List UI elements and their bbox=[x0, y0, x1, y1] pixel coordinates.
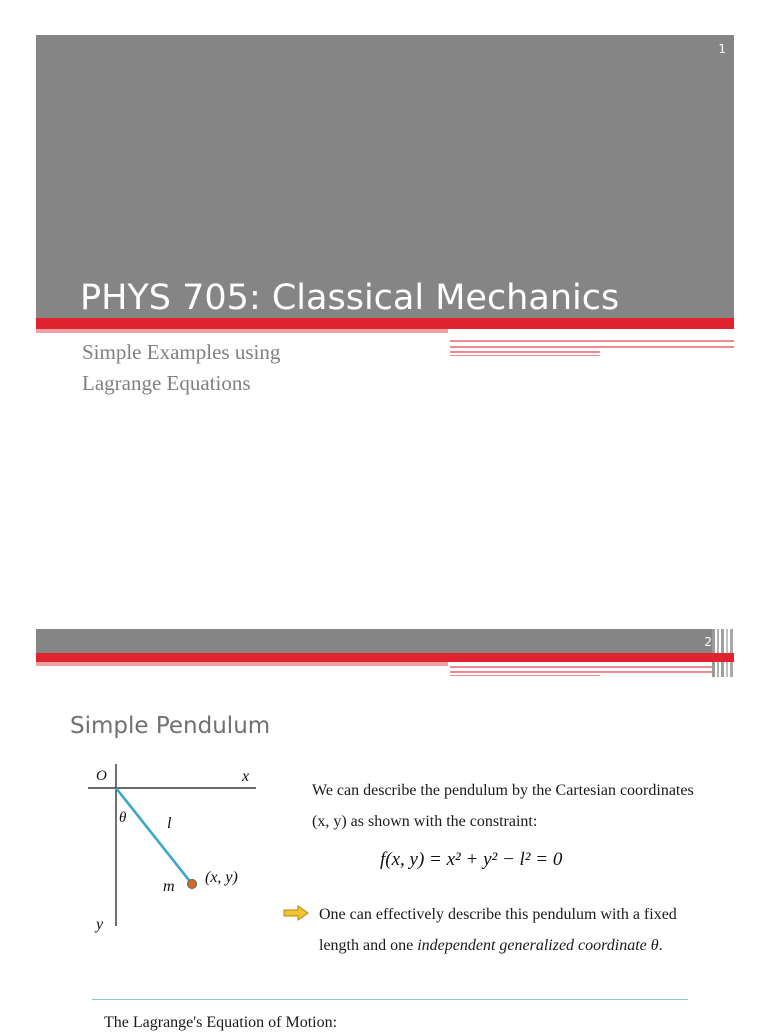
slide1-title: PHYS 705: Classical Mechanics bbox=[80, 278, 620, 318]
note-text: One can effectively describe this pendulum with a fixed length and one bbox=[319, 906, 677, 954]
mass-label: m bbox=[163, 878, 175, 895]
slide1-deco-line bbox=[450, 355, 600, 356]
slide1-subtitle bbox=[82, 337, 280, 399]
slide1-pink-stripe bbox=[36, 329, 448, 333]
pendulum-diagram bbox=[82, 760, 282, 940]
position-label: (x, y) bbox=[205, 869, 238, 886]
constraint-equation: f(x, y) = x² + y² − l² = 0 bbox=[380, 849, 563, 870]
slide2-red-stripe bbox=[36, 653, 734, 662]
note-suffix: . bbox=[658, 937, 663, 954]
slide1-page-number: 1 bbox=[718, 42, 726, 56]
pendulum-rod bbox=[116, 788, 192, 884]
slide2-title: Simple Pendulum bbox=[70, 713, 271, 739]
slide1-header-band bbox=[36, 35, 734, 318]
slide2-deco-line bbox=[450, 666, 712, 668]
arrow-right-icon bbox=[283, 905, 309, 921]
slide2-pink-stripe bbox=[36, 662, 448, 666]
slide2-page-number: 2 bbox=[704, 635, 712, 649]
slide1-subtitle-line: Lagrange Equations bbox=[82, 371, 251, 395]
section-divider bbox=[92, 999, 688, 1000]
slide1-subtitle-line: Simple Examples using bbox=[82, 340, 281, 364]
slide2-header-band bbox=[36, 629, 712, 653]
x-axis-label: x bbox=[242, 768, 250, 785]
slide1-deco-line bbox=[450, 351, 600, 353]
slide1-deco-line bbox=[450, 340, 734, 342]
pendulum-mass bbox=[188, 880, 197, 889]
note-emphasis: independent generalized coordinate θ bbox=[417, 937, 659, 954]
slide2-deco-line bbox=[450, 675, 600, 676]
partial-next-line: The Lagrange's Equation of Motion: bbox=[104, 1014, 338, 1031]
angle-label: θ bbox=[119, 810, 127, 826]
length-label: l bbox=[167, 815, 172, 832]
slide2-deco-line bbox=[450, 671, 712, 673]
origin-label: O bbox=[96, 768, 107, 784]
pendulum-description: We can describe the pendulum by the Cartesian coordinates (x, y) as shown with the constraint: bbox=[312, 782, 694, 830]
slide1-deco-line bbox=[450, 346, 734, 348]
generalized-coordinate-note bbox=[319, 899, 719, 961]
y-axis-label: y bbox=[96, 916, 104, 933]
slide1-red-stripe bbox=[36, 318, 734, 329]
